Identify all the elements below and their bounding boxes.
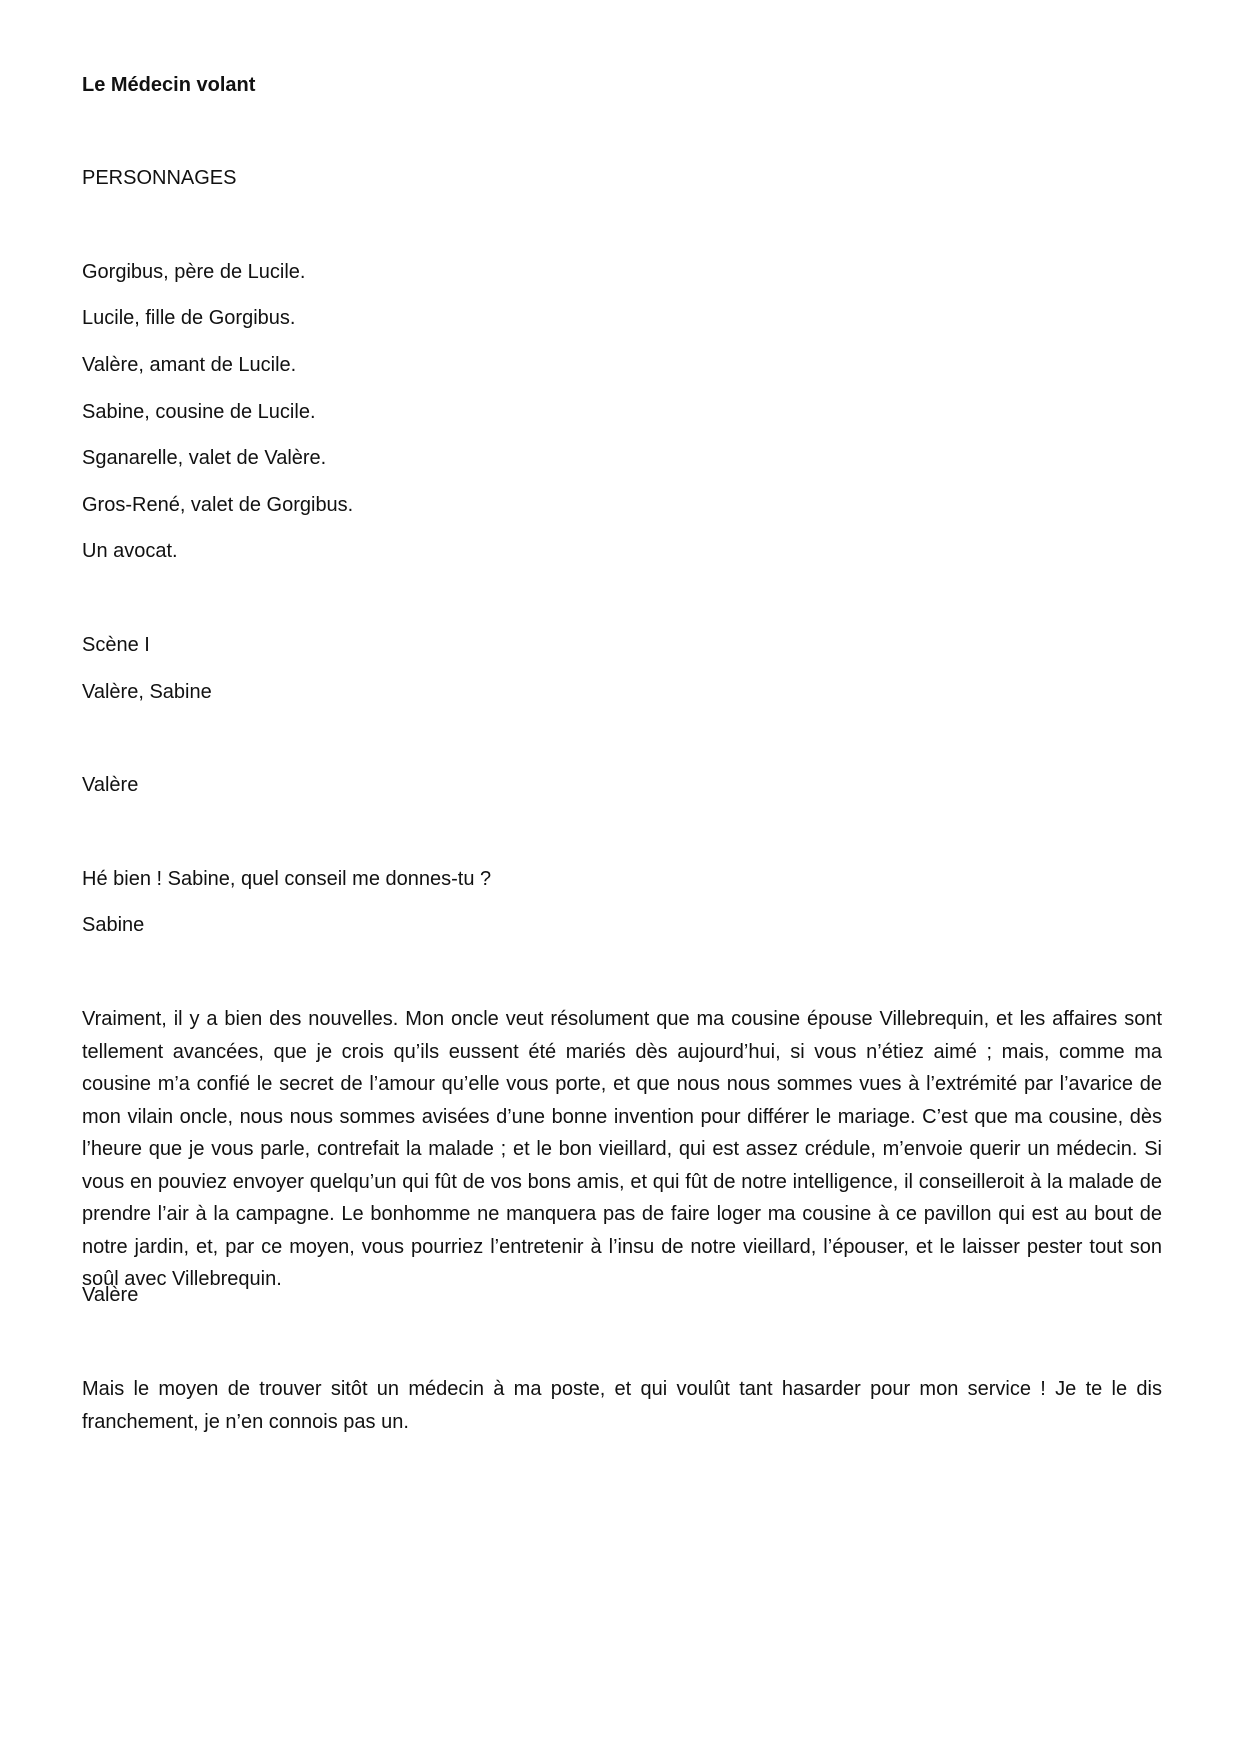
speaker-name: Valère [82,1284,139,1306]
document-title: Le Médecin volant [82,74,256,96]
character-entry: Gorgibus, père de Lucile. [82,261,306,283]
speaker-name: Valère [82,774,139,796]
character-entry: Lucile, fille de Gorgibus. [82,307,296,329]
character-entry: Un avocat. [82,540,178,562]
character-entry: Valère, amant de Lucile. [82,354,297,376]
scene-heading: Scène I [82,634,150,656]
document-page [82,0,1162,1755]
personnages-heading: PERSONNAGES [82,167,237,189]
dialogue-paragraph: Mais le moyen de trouver sitôt un médecin à ma poste, et qui voulût tant hasarder pour mon service ! Je te le dis franchement, je n’en connois pas un. [82,1378,1162,1433]
dialogue-line: Hé bien ! Sabine, quel conseil me donnes-tu ? [82,868,492,890]
speaker-name: Sabine [82,914,145,936]
character-entry: Gros-René, valet de Gorgibus. [82,494,354,516]
dialogue-paragraph: Vraiment, il y a bien des nouvelles. Mon oncle veut résolument que ma cousine épouse Villebrequin, et les affaires sont tellement avancées, que je crois qu’ils eussent été mariés dès aujourd’hui, si vous n’étiez aimé ; mais, comme ma cousine m’a confié le secret de l’amour qu’elle vous porte, et que nous nous sommes vues à l’extrémité par l’avarice de mon vilain oncle, nous nous sommes avisées d’une bonne invention pour différer le mariage. C’est que ma cousine, dès l’heure que je vous parle, contrefait la malade ; et le bon vieillard, qui est assez crédule, m’envoie querir un médecin. Si vous en pouviez envoyer quelqu’un qui fût de vos bons amis, et qui fût de notre intelligence, il conseilleroit à la malade de prendre l’air à la campagne. Le bonhomme ne manquera pas de faire loger ma cousine à ce pavillon qui est au bout de notre jardin, et, par ce moyen, vous pourriez l’entretenir à l’insu de notre vieillard, l’épouser, et le laisser pester tout son soûl avec Villebrequin. [82,1008,1162,1290]
character-entry: Sganarelle, valet de Valère. [82,447,327,469]
scene-characters: Valère, Sabine [82,681,212,703]
character-entry: Sabine, cousine de Lucile. [82,401,316,423]
